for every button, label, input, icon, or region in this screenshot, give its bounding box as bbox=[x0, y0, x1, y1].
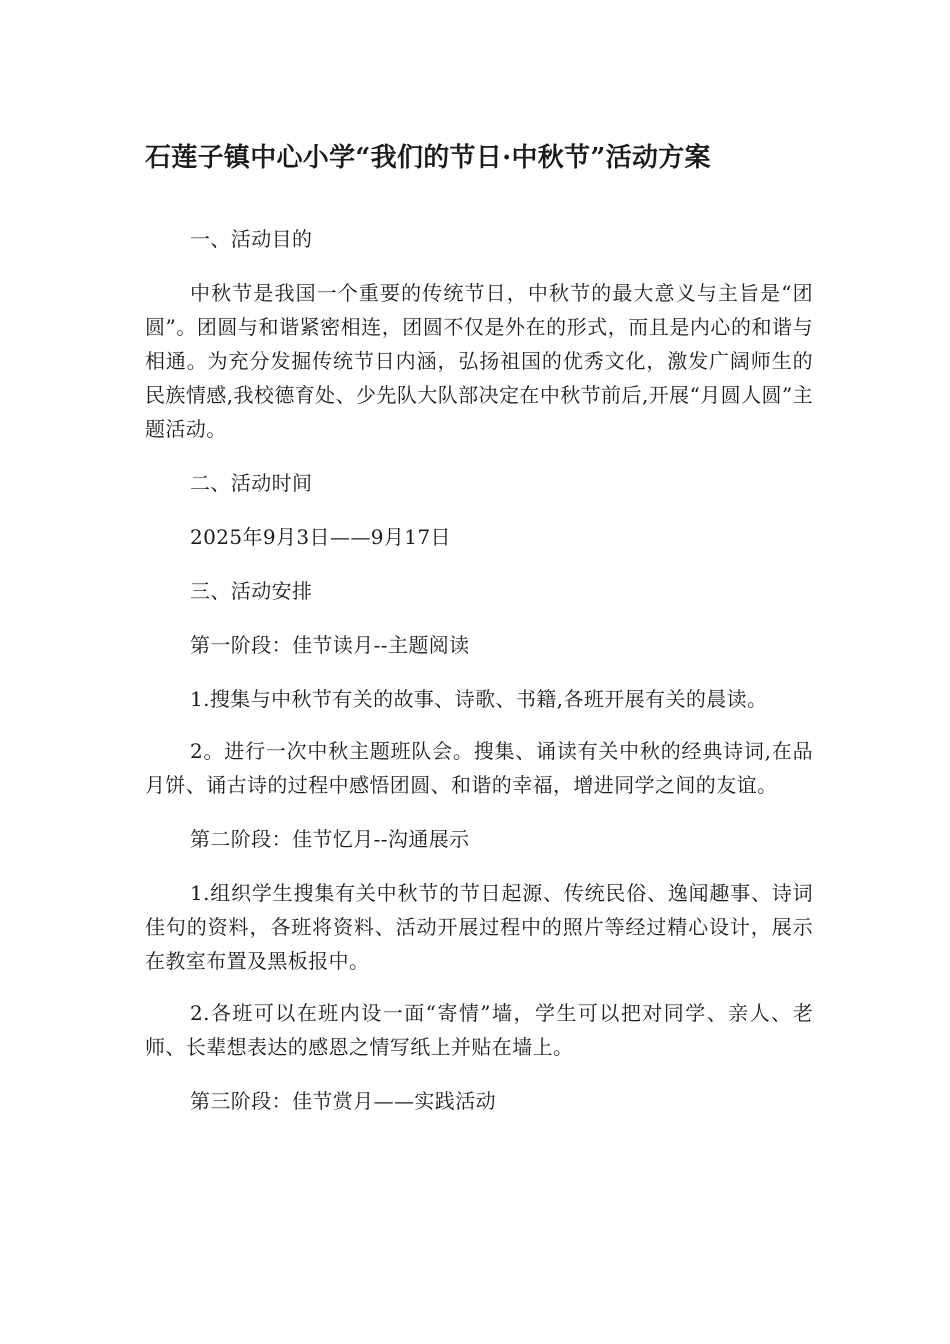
stage-one-item-1: 1.搜集与中秋节有关的故事、诗歌、书籍,各班开展有关的晨读。 bbox=[190, 687, 768, 711]
section-heading-purpose: 一、活动目的 bbox=[190, 227, 313, 251]
stage-two-heading: 第二阶段：佳节忆月--沟通展示 bbox=[190, 827, 470, 851]
section-heading-time: 二、活动时间 bbox=[190, 471, 313, 495]
stage-two-item-1: 1.组织学生搜集有关中秋节的节日起源、传统民俗、逸闻趣事、诗词佳句的资料，各班将资料、活动开展过程中的照片等经过精心设计，展示在教室布置及黑板报中。 bbox=[145, 881, 813, 973]
section-heading-arrangement: 三、活动安排 bbox=[190, 579, 313, 603]
stage-three-heading: 第三阶段：佳节赏月——实践活动 bbox=[190, 1089, 496, 1113]
stage-two-item-2: 2.各班可以在班内设一面“寄情”墙，学生可以把对同学、亲人、老师、长辈想表达的感恩之情写纸上并贴在墙上。 bbox=[145, 1001, 813, 1059]
stage-one-item-2: 2。进行一次中秋主题班队会。搜集、诵读有关中秋的经典诗词,在品月饼、诵古诗的过程中感悟团圆、和谐的幸福，增进同学之间的友谊。 bbox=[145, 739, 813, 797]
stage-one-heading: 第一阶段：佳节读月--主题阅读 bbox=[190, 633, 470, 657]
document-body bbox=[145, 222, 813, 1118]
document-title: 石莲子镇中心小学“我们的节日·中秋节”活动方案 bbox=[145, 143, 711, 173]
paragraph-date-range: 2025年9月3日——9月17日 bbox=[190, 525, 451, 549]
paragraph-purpose: 中秋节是我国一个重要的传统节日，中秋节的最大意义与主旨是“团圆”。团圆与和谐紧密相连，团圆不仅是外在的形式，而且是内心的和谐与相通。为充分发掘传统节日内涵，弘扬祖国的优秀文化，激发广阔师生的民族情感,我校德育处、少先队大队部决定在中秋节前后,开展“月圆人圆”主题活动。 bbox=[145, 281, 813, 441]
